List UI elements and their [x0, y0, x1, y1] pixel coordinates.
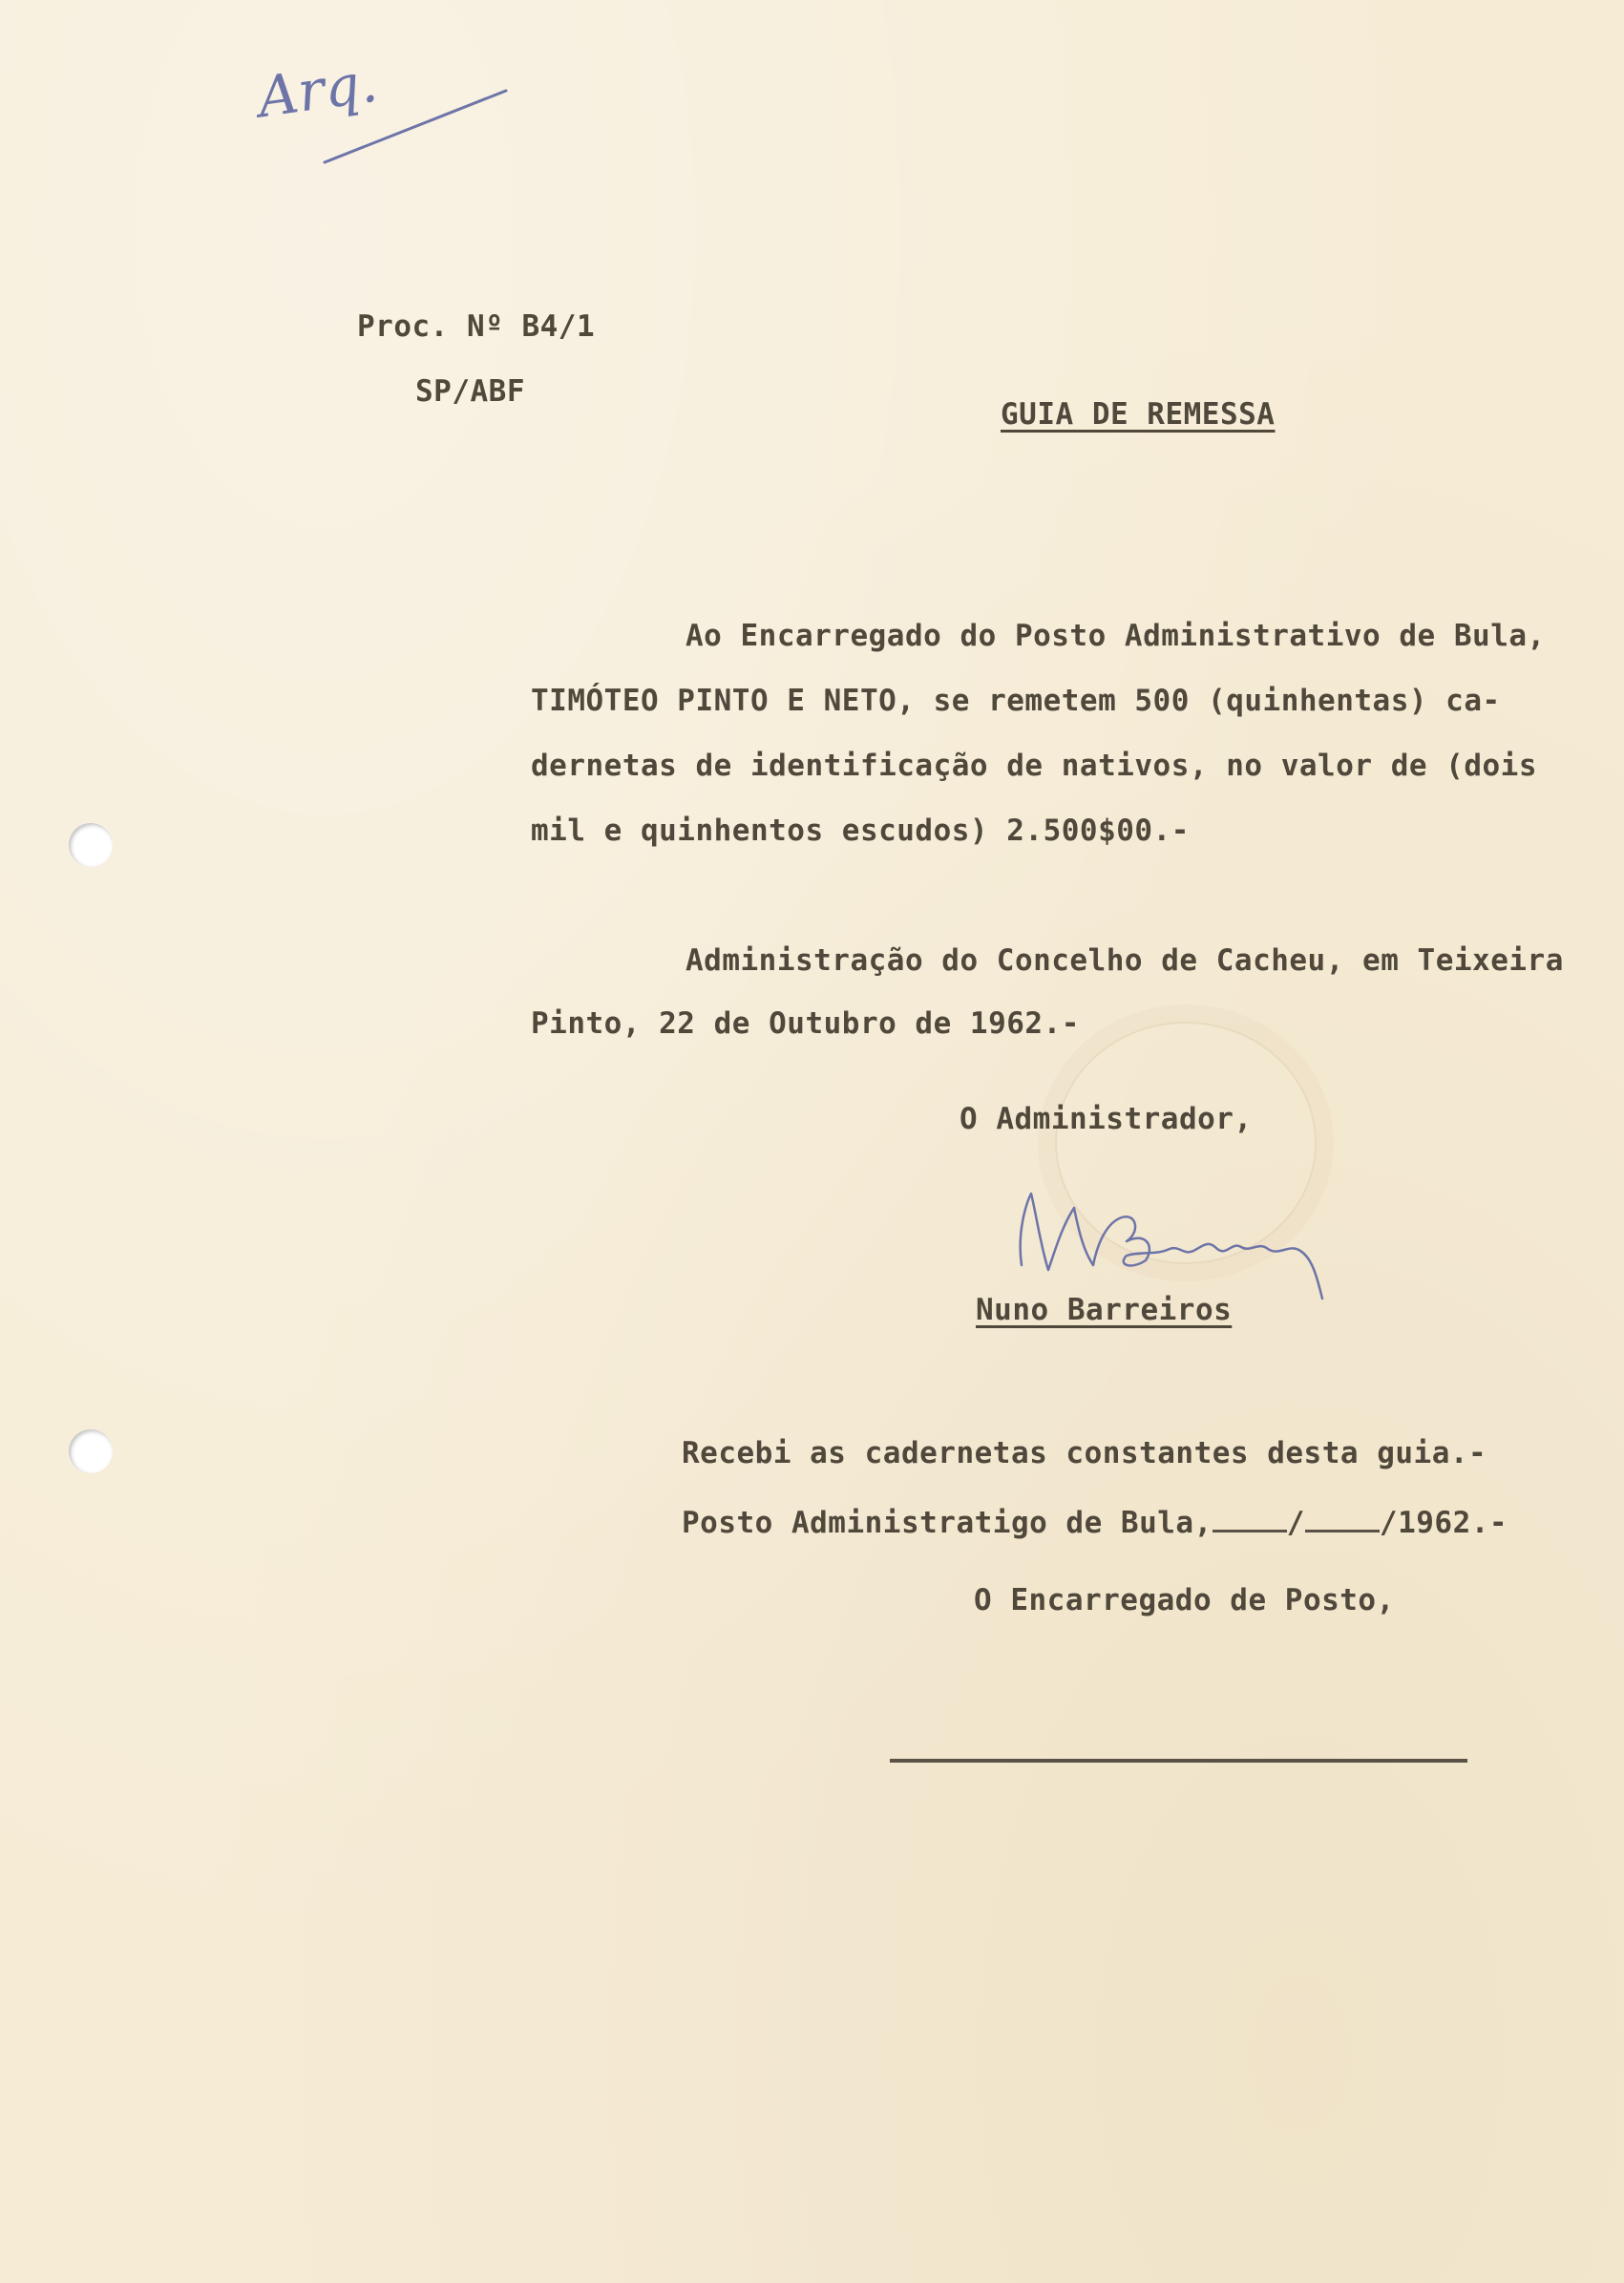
receipt-day-blank	[1213, 1501, 1287, 1533]
handwritten-note	[253, 49, 516, 172]
reference-code: SP/ABF	[415, 374, 525, 409]
body-line-3: dernetas de identificação de nativos, no valor de (dois	[531, 749, 1537, 783]
punch-hole-bottom	[69, 1429, 113, 1473]
signatory-name: Nuno Barreiros	[976, 1293, 1233, 1327]
body-line-4: mil e quinhentos escudos) 2.500$00.-	[531, 814, 1190, 848]
receipt-year: /1962.-	[1379, 1506, 1508, 1540]
receipt-date-separator: /	[1286, 1506, 1305, 1540]
receipt-line-1: Recebi as cadernetas constantes desta guia.-	[682, 1436, 1487, 1470]
place-date-line-1: Administração do Concelho de Cacheu, em Teixeira	[685, 943, 1564, 978]
receipt-role: O Encarregado de Posto,	[974, 1583, 1395, 1617]
signatory-role: O Administrador,	[960, 1102, 1253, 1136]
body-line-1: Ao Encarregado do Posto Administrativo de Bula,	[685, 619, 1546, 653]
handwritten-note-text: Arq.	[253, 49, 382, 131]
body-line-2: TIMÓTEO PINTO E NETO, se remetem 500 (quinhentas) ca-	[531, 684, 1501, 718]
handwritten-signature	[1002, 1174, 1365, 1308]
receipt-month-blank	[1305, 1501, 1380, 1533]
handwritten-note-stroke	[258, 57, 516, 172]
proc-number: Proc. Nº B4/1	[357, 309, 596, 344]
punch-hole-top	[69, 823, 113, 867]
receipt-signature-line	[890, 1759, 1467, 1763]
place-date-line-2: Pinto, 22 de Outubro de 1962.-	[531, 1006, 1080, 1041]
receipt-line-2	[682, 1501, 1508, 1542]
receipt-place: Posto Administratigo de Bula,	[682, 1506, 1213, 1540]
document-title: GUIA DE REMESSA	[1001, 397, 1276, 432]
